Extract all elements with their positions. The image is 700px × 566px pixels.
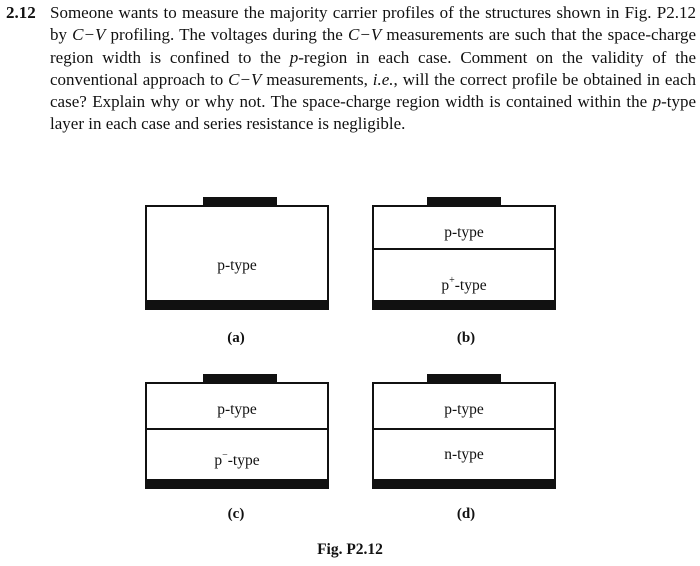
layer-boundary-d	[374, 428, 554, 430]
problem-number: 2.12	[6, 3, 36, 22]
bottom-contact-b	[372, 300, 556, 310]
caption-a: (a)	[227, 330, 245, 346]
layer-label-p-plus-type: p+-type	[441, 274, 487, 294]
layer-label-p-type: p-type	[444, 401, 484, 418]
problem-statement	[6, 2, 696, 136]
figure-caption: Fig. P2.12	[317, 541, 383, 558]
structure-a	[145, 205, 329, 310]
caption-d: (d)	[456, 506, 476, 522]
layer-label-n-type: n-type	[444, 446, 484, 463]
problem-text: Someone wants to measure the majority carrier profiles of the structures shown in Fig. P2.12 by C−V profiling. The voltages during the C−V measurements are such that the space-charge region width is confined to the p-region in each case. Comment on the validity of the conventional approach to C−V measurements, i.e., will the correct profile be obtained in each case? Explain why or why not. The space-charge region width is contained within the p-type layer in each case and series resistance is negligible.	[50, 3, 697, 134]
bottom-contact-c	[145, 479, 329, 489]
layer-label-p-type: p-type	[217, 401, 257, 418]
caption-c: (c)	[227, 506, 245, 522]
layer-boundary-b	[374, 248, 554, 250]
layer-label-p-type: p-type	[217, 257, 257, 274]
structure-b	[372, 205, 556, 310]
layer-boundary-c	[147, 428, 327, 430]
structure-d	[372, 382, 556, 489]
bottom-contact-d	[372, 479, 556, 489]
layer-label-p-minus-type: p−-type	[214, 449, 260, 469]
structure-c	[145, 382, 329, 489]
layer-label-p-type: p-type	[444, 224, 484, 241]
caption-b: (b)	[456, 330, 476, 346]
bottom-contact-a	[145, 300, 329, 310]
